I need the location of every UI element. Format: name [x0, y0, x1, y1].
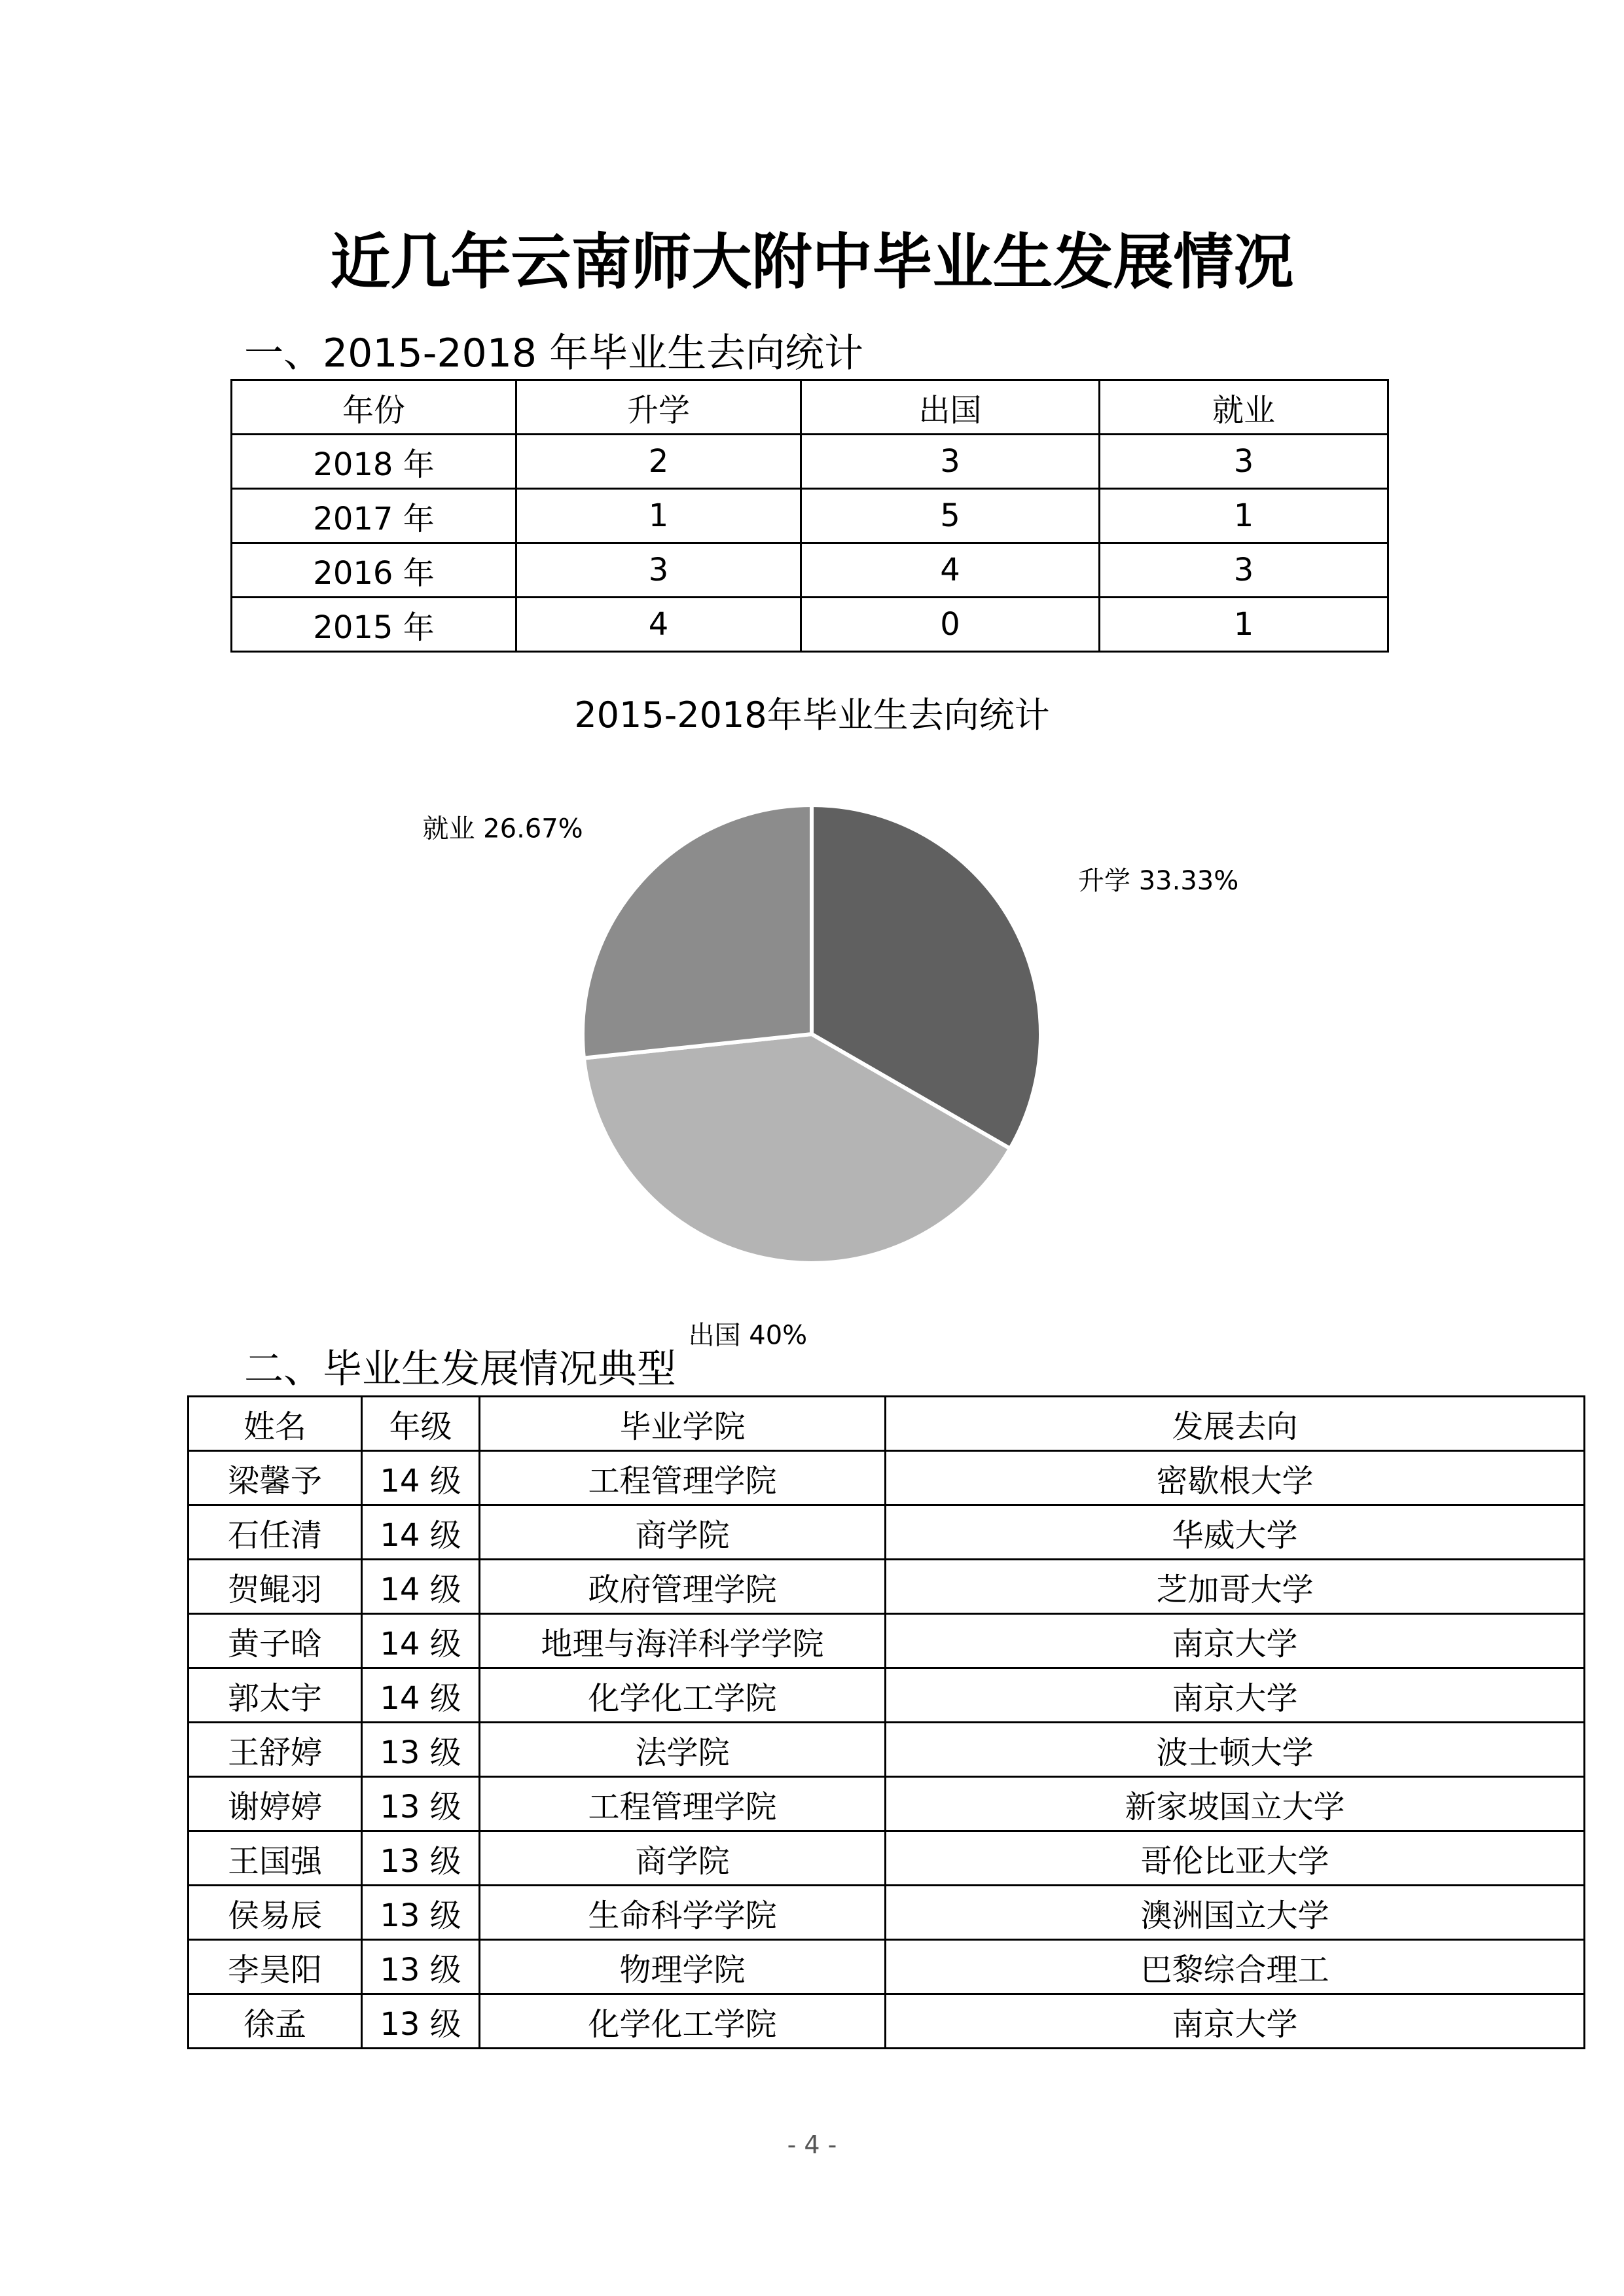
cell-grade: 13 级 [362, 1940, 480, 1994]
cell-destination: 南京大学 [886, 1668, 1585, 1723]
table-row [232, 543, 1388, 598]
cell-name: 侯易辰 [189, 1886, 362, 1940]
cell-college: 物理学院 [480, 1940, 886, 1994]
cell-abroad: 5 [801, 489, 1100, 543]
cell-name: 黄子晗 [189, 1614, 362, 1668]
pie-label-0: 升学 33.33% [1078, 865, 1239, 896]
cell-destination: 巴黎综合理工 [886, 1940, 1585, 1994]
section-heading-stats: 一、2015-2018 年毕业生去向统计 [244, 331, 864, 376]
pie-label-2: 就业 26.67% [422, 814, 583, 844]
cell-abroad: 4 [801, 543, 1100, 598]
page-number: - 4 - [787, 2130, 837, 2159]
cell-name: 郭太宇 [189, 1668, 362, 1723]
header-college: 毕业学院 [480, 1397, 886, 1451]
cell-college: 法学院 [480, 1723, 886, 1777]
cell-grade: 14 级 [362, 1614, 480, 1668]
cell-name: 徐孟 [189, 1994, 362, 2049]
cell-destination: 哥伦比亚大学 [886, 1831, 1585, 1886]
cell-name: 李昊阳 [189, 1940, 362, 1994]
cell-year: 2017 年 [232, 489, 516, 543]
cell-grade: 13 级 [362, 1886, 480, 1940]
table-header-row [232, 380, 1388, 435]
cell-grade: 14 级 [362, 1668, 480, 1723]
pie-chart [0, 753, 1624, 1351]
cell-college: 化学化工学院 [480, 1668, 886, 1723]
table-header-row [189, 1397, 1585, 1451]
cell-year: 2016 年 [232, 543, 516, 598]
page-title: 近几年云南师大附中毕业生发展情况 [330, 226, 1294, 297]
cell-college: 地理与海洋科学学院 [480, 1614, 886, 1668]
cell-college: 商学院 [480, 1831, 886, 1886]
cell-further-study: 4 [516, 598, 801, 652]
header-further-study: 升学 [516, 380, 801, 435]
cell-year: 2018 年 [232, 435, 516, 489]
cell-college: 政府管理学院 [480, 1560, 886, 1614]
cell-destination: 波士顿大学 [886, 1723, 1585, 1777]
cell-destination: 澳洲国立大学 [886, 1886, 1585, 1940]
cell-grade: 13 级 [362, 1994, 480, 2049]
header-destination: 发展去向 [886, 1397, 1585, 1451]
cell-abroad: 0 [801, 598, 1100, 652]
pie-slice-2 [583, 805, 812, 1058]
header-employment: 就业 [1100, 380, 1388, 435]
table-row [189, 1831, 1585, 1886]
cell-college: 工程管理学院 [480, 1451, 886, 1505]
cell-employment: 3 [1100, 435, 1388, 489]
cell-grade: 13 级 [362, 1777, 480, 1831]
table-row [232, 598, 1388, 652]
header-name: 姓名 [189, 1397, 362, 1451]
development-table [187, 1395, 1585, 2049]
header-grade: 年级 [362, 1397, 480, 1451]
table-row [232, 489, 1388, 543]
table-row [189, 1614, 1585, 1668]
cell-college: 化学化工学院 [480, 1994, 886, 2049]
table-row [189, 1777, 1585, 1831]
table-row [189, 1940, 1585, 1994]
cell-name: 石任清 [189, 1505, 362, 1560]
cell-college: 工程管理学院 [480, 1777, 886, 1831]
cell-name: 王国强 [189, 1831, 362, 1886]
cell-destination: 芝加哥大学 [886, 1560, 1585, 1614]
cell-further-study: 2 [516, 435, 801, 489]
table-row [232, 435, 1388, 489]
header-abroad: 出国 [801, 380, 1100, 435]
cell-grade: 13 级 [362, 1831, 480, 1886]
table-row [189, 1994, 1585, 2049]
cell-abroad: 3 [801, 435, 1100, 489]
cell-further-study: 1 [516, 489, 801, 543]
table-row [189, 1451, 1585, 1505]
cell-further-study: 3 [516, 543, 801, 598]
table-row [189, 1505, 1585, 1560]
cell-name: 谢婷婷 [189, 1777, 362, 1831]
cell-employment: 1 [1100, 598, 1388, 652]
cell-destination: 南京大学 [886, 1994, 1585, 2049]
chart-title: 2015-2018年毕业生去向统计 [574, 694, 1050, 736]
cell-year: 2015 年 [232, 598, 516, 652]
cell-destination: 新家坡国立大学 [886, 1777, 1585, 1831]
stats-table [230, 379, 1389, 653]
cell-name: 贺鲲羽 [189, 1560, 362, 1614]
cell-name: 梁馨予 [189, 1451, 362, 1505]
table-row [189, 1886, 1585, 1940]
cell-name: 王舒婷 [189, 1723, 362, 1777]
cell-grade: 13 级 [362, 1723, 480, 1777]
cell-destination: 密歇根大学 [886, 1451, 1585, 1505]
cell-employment: 3 [1100, 543, 1388, 598]
section-heading-typical: 二、毕业生发展情况典型 [244, 1346, 676, 1392]
cell-grade: 14 级 [362, 1505, 480, 1560]
cell-grade: 14 级 [362, 1451, 480, 1505]
cell-destination: 南京大学 [886, 1614, 1585, 1668]
table-row [189, 1560, 1585, 1614]
pie-label-1: 出国 40% [688, 1320, 808, 1351]
cell-destination: 华威大学 [886, 1505, 1585, 1560]
cell-grade: 14 级 [362, 1560, 480, 1614]
cell-employment: 1 [1100, 489, 1388, 543]
cell-college: 生命科学学院 [480, 1886, 886, 1940]
table-row [189, 1668, 1585, 1723]
table-row [189, 1723, 1585, 1777]
header-year: 年份 [232, 380, 516, 435]
cell-college: 商学院 [480, 1505, 886, 1560]
